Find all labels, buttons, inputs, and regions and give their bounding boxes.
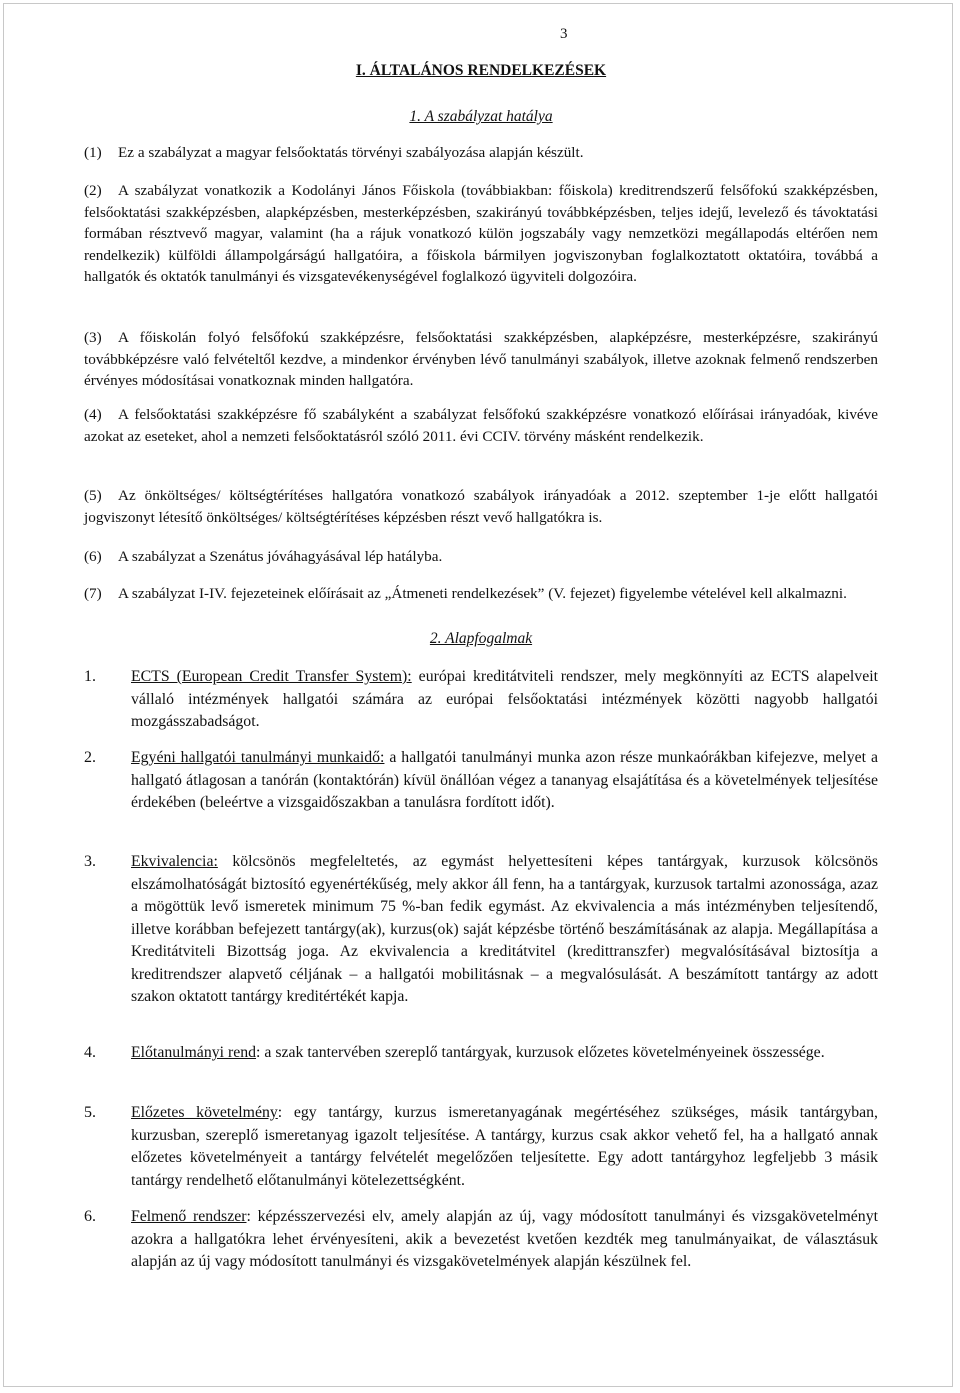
definition-item — [84, 1206, 878, 1274]
paragraph-number: (3) — [84, 329, 102, 346]
paragraph-3 — [84, 327, 878, 392]
chapter-title: I. ÁLTALÁNOS RENDELKEZÉSEK — [355, 62, 607, 79]
paragraph-text: Ez a szabályzat a magyar felsőoktatás törvényi szabályozása alapján készült. — [118, 144, 584, 161]
definition-text: a hallgatói tanulmányi munka azon része munkaórákban kifejezve, melyet a hallgató átlagosan a tanórán (kontaktórán) kívül önállóan végez a tananyag elsajátítása és a követelmények teljesítése érdekében (beleértve a vizsgaidőszakban a tanulásra fordított időt). — [131, 749, 878, 811]
paragraph-1 — [84, 142, 878, 164]
page-number: 3 — [560, 26, 568, 42]
paragraph-text: A szabályzat vonatkozik a Kodolányi János Főiskola (továbbiakban: főiskola) kreditrendszerű felsőfokú szakképzésben, felsőoktatási szakképzésben, alapképzésben, mesterképzésben, szakirányú továbbképzésben, teljes idejű, levelező és távoktatási formában résztvevő magyar, valamint (ha a rájuk vonatkozó külön jogszabály vagy nemzetközi megállapodás eltérően nem rendelkezik) külföldi állampolgárságú hallgatóira, a főiskola bármilyen jogviszonyban foglalkoztatott oktatóira, továbbá a hallgatók és oktatók tanulmányi és vizsgatevékenységével foglalkozó ügyviteli dolgozóira. — [84, 182, 878, 285]
definition-number: 4. — [84, 1044, 96, 1061]
paragraph-text: Az önköltséges/ költségtérítéses hallgatóra vonatkozó szabályok irányadóak a 2012. szeptember 1-je előtt hallgatói jogviszonyt létesítő önköltséges/ költségtérítéses képzésben részt vevő hallgatókra is. — [84, 487, 878, 526]
definition-number: 2. — [84, 749, 96, 766]
paragraph-text: A felsőoktatási szakképzésre fő szabályként a szabályzat felsőfokú szakképzésre vonatkozó előírásai irányadóak, kivéve azokat az eseteket, ahol a nemzeti felsőoktatásról szóló 2011. évi CCIV. törvény másként rendelkezik. — [84, 406, 878, 445]
definition-number: 5. — [84, 1104, 96, 1121]
definition-text: : a szak tantervében szereplő tantárgyak, kurzusok előzetes követelményeinek összessége. — [256, 1044, 825, 1061]
definition-item — [84, 851, 878, 1009]
definition-text: európai kreditátviteli rendszer, mely megkönnyíti az ECTS alapelveit vállaló intézmények hallgatói számára az európai felsőoktatási intézmények közötti nagyobb hallgatói mozgásszabadságot. — [131, 668, 878, 730]
paragraph-number: (1) — [84, 144, 102, 161]
definition-term: Előzetes követelmény — [131, 1104, 278, 1121]
paragraph-text: A szabályzat I-IV. fejezeteinek előírásait az „Átmeneti rendelkezések” (V. fejezet) figyelembe vételével kell alkalmazni. — [118, 585, 847, 602]
paragraph-text: A főiskolán folyó felsőfokú szakképzésre, felsőoktatási szakképzésben, alapképzésre, mesterképzésre, szakirányú továbbképzésre való felvételtől kezdve, a mindenkor érvényben lévő tanulmányi szabályok, illetve azoknak felmenő rendszerben érvényes módosításai vonatkoznak minden hallgatóra. — [84, 329, 878, 389]
paragraph-number: (7) — [84, 585, 102, 602]
definition-term: Felmenő rendszer — [131, 1208, 247, 1225]
paragraph-7 — [84, 583, 878, 605]
paragraph-5 — [84, 485, 878, 528]
paragraph-number: (6) — [84, 548, 102, 565]
paragraph-2 — [84, 180, 878, 288]
definition-item — [84, 1102, 878, 1192]
paragraph-number: (2) — [84, 182, 102, 199]
definition-text: : egy tantárgy, kurzus ismeretanyagának megértéséhez szükséges, másik tantárgyban, kurzusban, szereplő ismeretanyag igazolt teljesítése. A tantárgy, kurzus csak akkor vehető fel, ha a hallgató annak előzetes követelményeit a tantárgy felvételét megelőzően teljesítette. Egy adott tantárgyhoz legfeljebb 3 másik tantárgy rendelhető előtanulmányi kötelezettségként. — [131, 1104, 878, 1189]
definition-item — [84, 1042, 878, 1065]
definition-text: : képzésszervezési elv, amely alapján az új, vagy módosított tanulmányi és vizsgakövetelményt azokra a hallgatókra lehet érvényesíteni, akik a bevezetést kvetően kezdték meg tanulmányaikat, de választásuk alapján az új vagy módosított tanulmányi és vizsgakövetelmények alapján készülnek fel. — [131, 1208, 878, 1270]
paragraph-6 — [84, 546, 878, 568]
section-1-title: 1. A szabályzat hatálya — [409, 108, 553, 125]
definition-term: Ekvivalencia: — [131, 853, 218, 870]
definition-term: Előtanulmányi rend — [131, 1044, 257, 1061]
paragraph-number: (5) — [84, 487, 102, 504]
paragraph-4 — [84, 404, 878, 447]
definition-number: 3. — [84, 853, 96, 870]
definition-text: kölcsönös megfeleltetés, az egymást helyettesíteni képes tantárgyak, kurzusok kölcsönös elszámolhatóságát biztosító egyenértékűség, mely akkor áll fenn, ha a tantárgyak, kurzusok tartalmi azonossága, azaz a mögöttük levő ismeretek minimum 75 %-ban fedik egymást. Az ekvivalencia a más intézményben teljesítendő, illetve korábban befejezett tantárgy(ak), kurzus(ok) saját képzésbe történő beszámításának az alapja. Megállapítása a Kreditátviteli Bizottság joga. Az ekvivalencia a kreditátvitel (kredittranszfer) megvalósításával biztosítja a kreditrendszer alapvető céljának – a hallgatói mobilitásnak – a megvalósulását. A beszámított tantárgy az adott szakon oktatott tantárgy kreditértékét kapja. — [131, 853, 878, 1005]
definition-term: Egyéni hallgatói tanulmányi munkaidő: — [131, 749, 385, 766]
paragraph-text: A szabályzat a Szenátus jóváhagyásával lép hatályba. — [118, 548, 443, 565]
paragraph-number: (4) — [84, 406, 102, 423]
section-2-title: 2. Alapfogalmak — [429, 630, 533, 647]
definition-term: ECTS (European Credit Transfer System): — [131, 668, 412, 685]
definition-item — [84, 666, 878, 734]
definition-number: 1. — [84, 668, 96, 685]
definition-item — [84, 747, 878, 815]
definition-number: 6. — [84, 1208, 96, 1225]
